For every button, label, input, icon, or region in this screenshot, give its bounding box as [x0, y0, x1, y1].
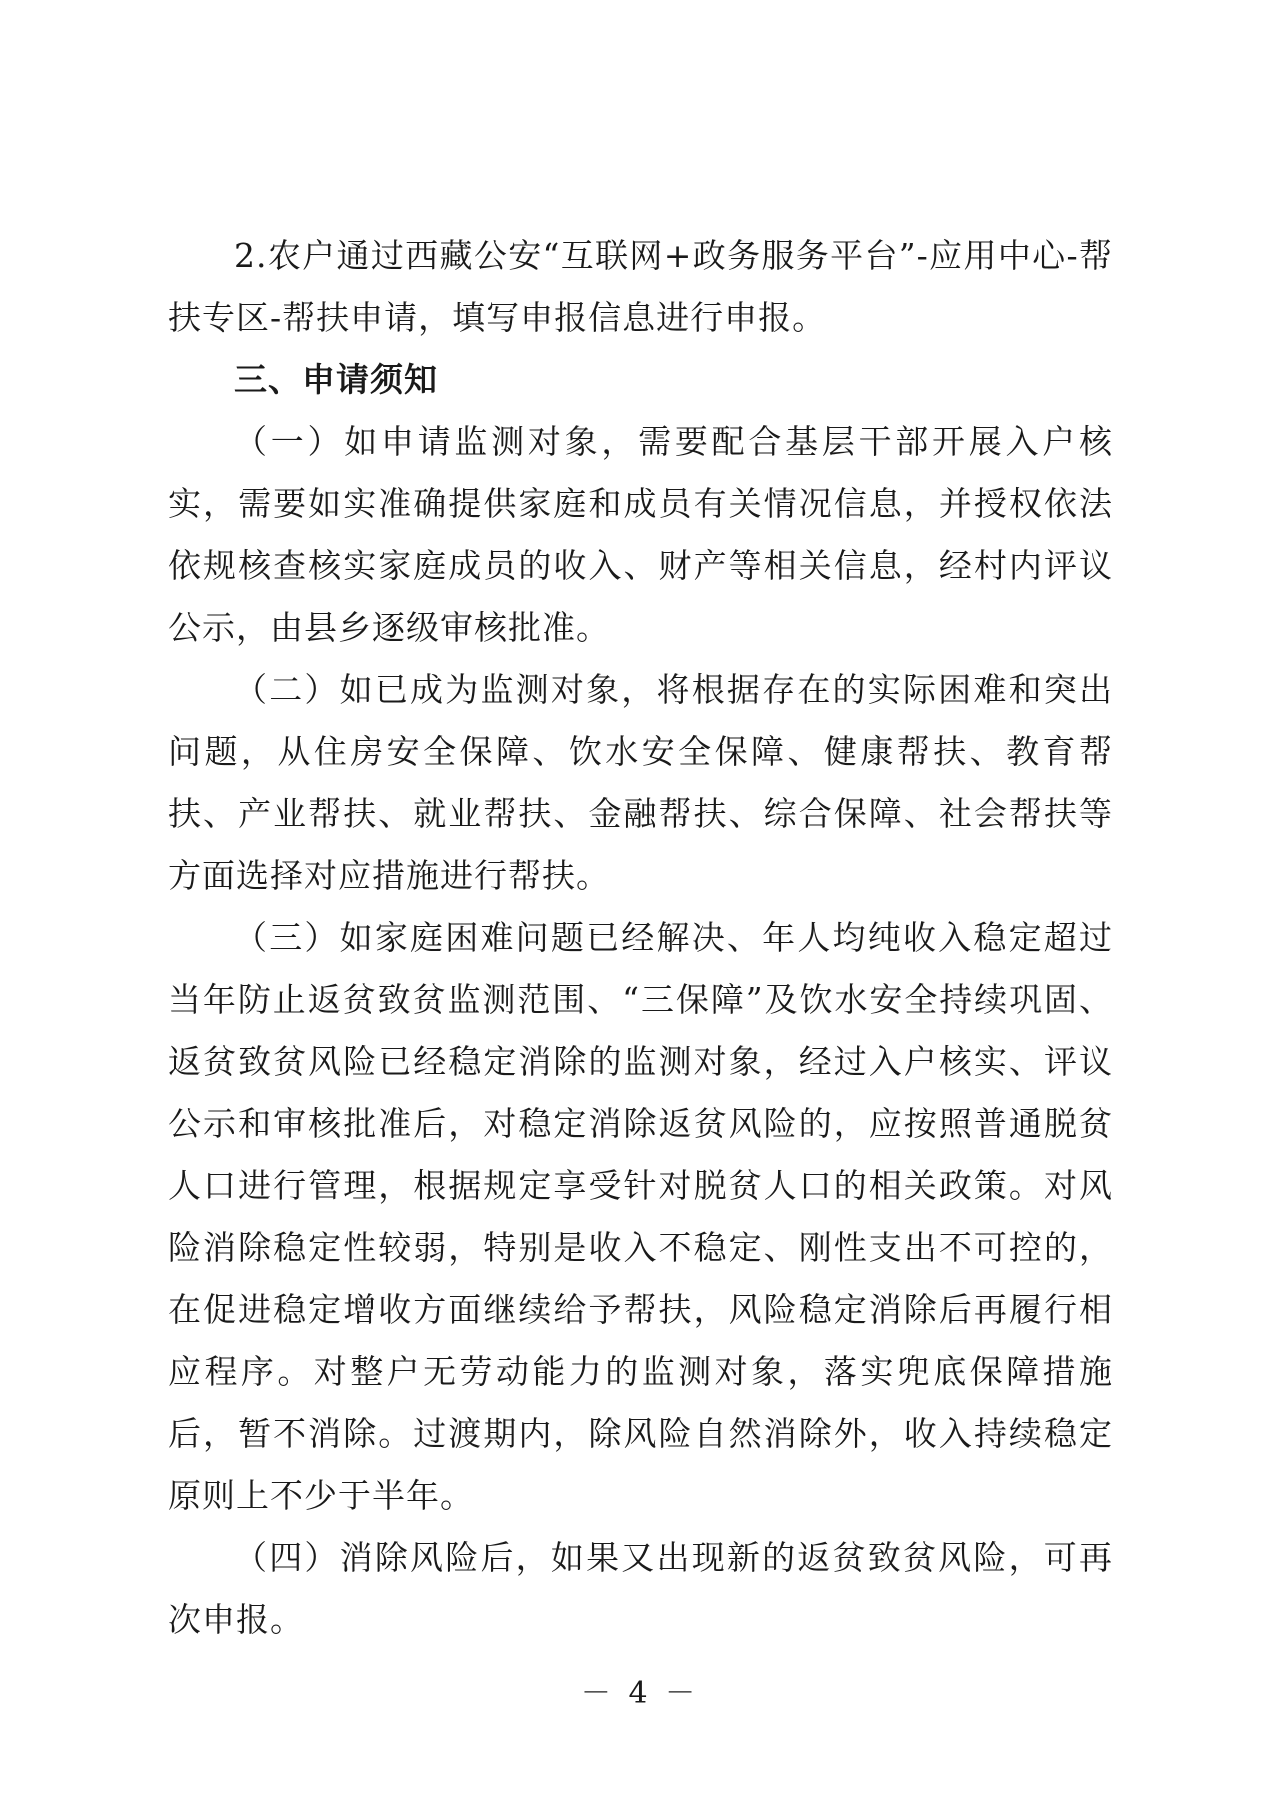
page-number: － 4 －: [580, 1676, 700, 1711]
notice-item-4: （四）消除风险后，如果又出现新的返贫致贫风险，可再次申报。: [168, 1538, 1113, 1639]
notice-item-1: （一）如申请监测对象，需要配合基层干部开展入户核实，需要如实准确提供家庭和成员有关情况信息，并授权依法依规核查核实家庭成员的收入、财产等相关信息，经村内评议公示，由县乡逐级审核批准。: [168, 422, 1113, 647]
document-body: [168, 225, 1113, 1651]
notice-item-2: （二）如已成为监测对象，将根据存在的实际困难和突出问题，从住房安全保障、饮水安全保障、健康帮扶、教育帮扶、产业帮扶、就业帮扶、金融帮扶、综合保障、社会帮扶等方面选择对应措施进行帮扶。: [168, 670, 1113, 895]
notice-item-3: （三）如家庭困难问题已经解决、年人均纯收入稳定超过当年防止返贫致贫监测范围、“三保障”及饮水安全持续巩固、返贫致贫风险已经稳定消除的监测对象，经过入户核实、评议公示和审核批准后，对稳定消除返贫风险的，应按照普通脱贫人口进行管理，根据规定享受针对脱贫人口的相关政策。对风险消除稳定性较弱，特别是收入不稳定、刚性支出不可控的，在促进稳定增收方面继续给予帮扶，风险稳定消除后再履行相应程序。对整户无劳动能力的监测对象，落实兜底保障措施后，暂不消除。过渡期内，除风险自然消除外，收入持续稳定原则上不少于半年。: [168, 918, 1113, 1515]
paragraph-application-method: 2.农户通过西藏公安“互联网+政务服务平台”-应用中心-帮扶专区-帮扶申请，填写申报信息进行申报。: [168, 236, 1113, 337]
section-heading: 三、申请须知: [234, 360, 438, 399]
